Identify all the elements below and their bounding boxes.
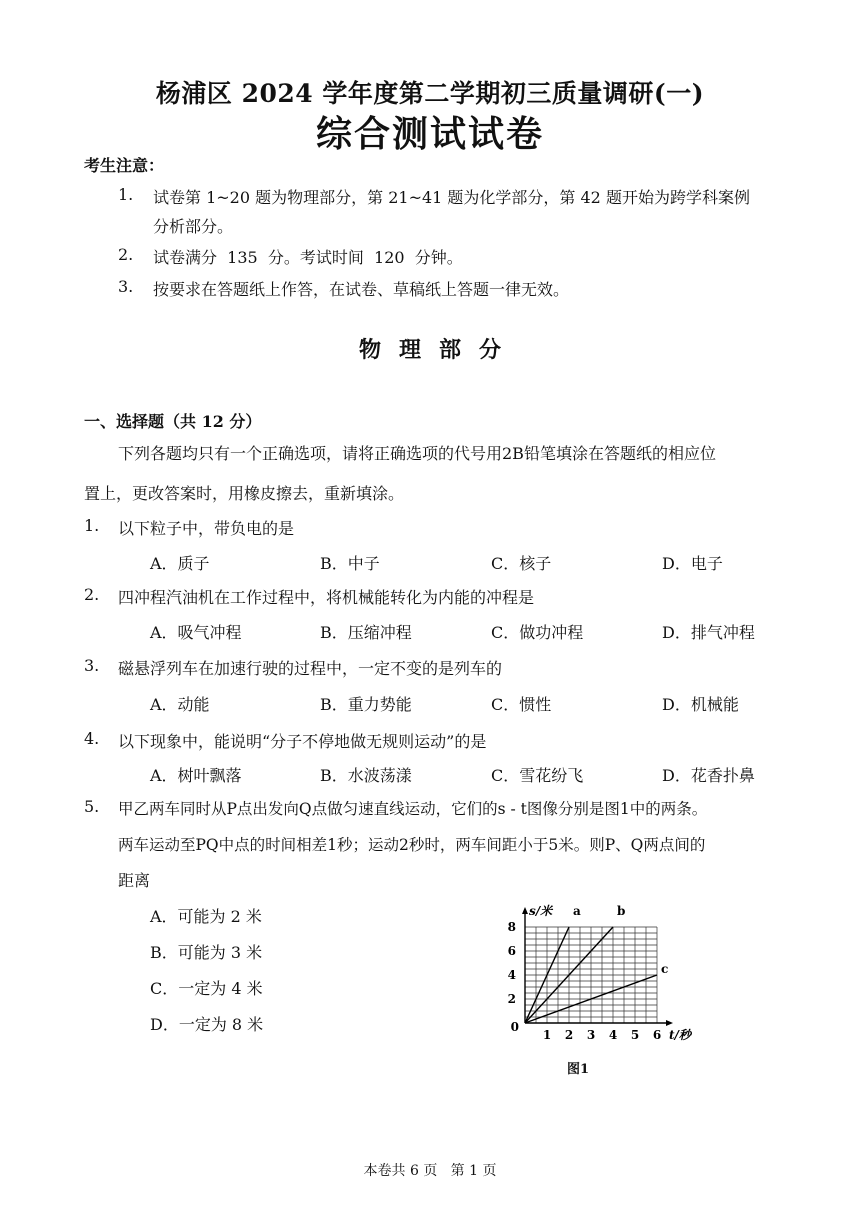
instruction-text-continued: 置上，更改答案时，用橡皮擦去，重新填涂。 [84, 484, 405, 503]
option-b: B．可能为 3 米 [150, 943, 263, 962]
option-a: A．树叶飘落 [150, 766, 242, 785]
x-tick-label: 4 [608, 1028, 618, 1042]
origin-label: 0 [510, 1020, 519, 1034]
series-label-c: c [661, 962, 669, 976]
y-tick-label: 2 [507, 992, 516, 1006]
option-c: C．做功冲程 [491, 623, 584, 642]
option-b: B．压缩冲程 [320, 623, 412, 642]
option-d: D．排气冲程 [662, 623, 755, 642]
series-label-a: a [573, 904, 581, 918]
question-number: 4. [84, 729, 100, 748]
section-title: 物理部分 [358, 337, 519, 363]
notice-heading: 考生注意： [84, 156, 165, 175]
option-c: C．一定为 4 米 [150, 979, 263, 998]
option-d: D．一定为 8 米 [150, 1015, 264, 1034]
question-text: 甲乙两车同时从P点出发向Q点做匀速直线运动，它们的s - t图像分别是图1中的两条。 [118, 800, 708, 818]
part-heading: 一、选择题（共 12 分） [84, 412, 262, 431]
notice-text-continued: 分析部分。 [153, 217, 234, 236]
question-number: 3. [84, 656, 100, 675]
chart-labels [508, 904, 693, 1042]
y-axis-label: s/米 [529, 904, 553, 918]
question-text-continued: 两车运动至PQ中点的时间相差1秒；运动2秒时，两车间距小于5米。则P、Q两点间的 [118, 836, 706, 854]
question-text: 以下现象中，能说明“分子不停地做无规则运动”的是 [118, 732, 487, 751]
option-d: D．花香扑鼻 [662, 766, 755, 785]
option-c: C．惯性 [491, 695, 552, 714]
question-text: 磁悬浮列车在加速行驶的过程中，一定不变的是列车的 [118, 659, 503, 678]
notice-number: 1. [118, 185, 134, 204]
figure-caption: 图1 [567, 1062, 590, 1077]
question-number: 5. [84, 797, 100, 816]
option-a: A．吸气冲程 [150, 623, 242, 642]
chart-axes [522, 907, 673, 1026]
question-text-continued: 距离 [118, 871, 151, 890]
notice-number: 2. [118, 245, 134, 264]
option-a: A．可能为 2 米 [150, 907, 262, 926]
option-b: B．水波荡漾 [320, 766, 412, 785]
y-tick-label: 4 [507, 968, 516, 982]
notice-number: 3. [118, 277, 134, 296]
question-text: 以下粒子中，带负电的是 [118, 519, 295, 538]
option-c: C．核子 [491, 554, 552, 573]
x-tick-label: 5 [630, 1028, 640, 1042]
option-b: B．重力势能 [320, 695, 412, 714]
option-c: C．雪花纷飞 [491, 766, 584, 785]
x-tick-label: 2 [564, 1028, 574, 1042]
y-tick-label: 8 [507, 920, 516, 934]
y-axis-arrow [522, 907, 528, 914]
notice-text: 按要求在答题纸上作答，在试卷、草稿纸上答题一律无效。 [153, 280, 570, 299]
option-b: B．中子 [320, 554, 380, 573]
x-tick-label: 3 [586, 1028, 596, 1042]
figure-1-st-chart [495, 895, 720, 1055]
question-number: 1. [84, 516, 100, 535]
x-axis-label: t/秒 [669, 1028, 691, 1042]
instruction-text: 下列各题均只有一个正确选项，请将正确选项的代号用2B铅笔填涂在答题纸的相应位 [118, 444, 716, 463]
option-d: D．机械能 [662, 695, 739, 714]
option-d: D．电子 [662, 554, 723, 573]
x-tick-label: 1 [542, 1028, 552, 1042]
notice-text: 试卷满分 135 分。考试时间 120 分钟。 [153, 248, 463, 267]
x-axis-arrow [666, 1020, 673, 1026]
chart-grid [525, 927, 657, 1023]
page-footer: 本卷共 6 页 第 1 页 [363, 1163, 497, 1179]
exam-paper-title: 综合测试试卷 [315, 113, 544, 155]
y-tick-label: 6 [507, 944, 516, 958]
option-a: A．动能 [150, 695, 210, 714]
exam-header-title: 杨浦区 2024 学年度第二学期初三质量调研(一) [155, 79, 705, 108]
x-tick-label: 6 [652, 1028, 662, 1042]
series-label-b: b [617, 904, 626, 918]
notice-text: 试卷第 1~20 题为物理部分，第 21~41 题为化学部分，第 42 题开始为跨学科案例 [153, 188, 750, 207]
question-text: 四冲程汽油机在工作过程中，将机械能转化为内能的冲程是 [118, 588, 535, 607]
option-a: A．质子 [150, 554, 210, 573]
question-number: 2. [84, 585, 100, 604]
